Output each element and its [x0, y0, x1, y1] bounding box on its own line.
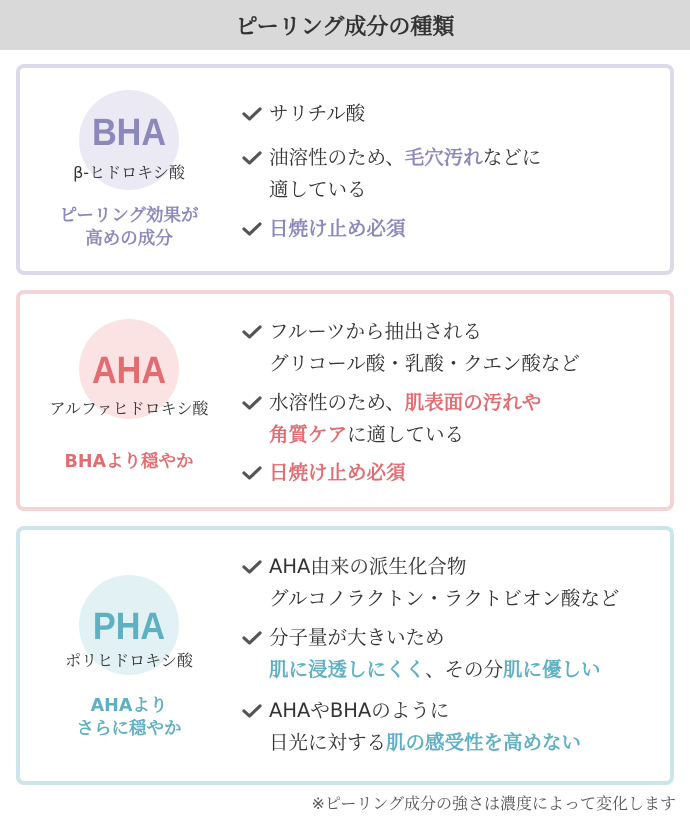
- bha-item-1: サリチル酸: [242, 98, 662, 130]
- aha-card: [16, 290, 674, 511]
- pha-feature: [20, 695, 238, 741]
- check-icon: [242, 559, 262, 575]
- check-icon: [242, 150, 262, 166]
- aha-feature: BHAより穏やか: [64, 452, 194, 472]
- pha-card: [16, 526, 674, 785]
- check-icon: [242, 630, 262, 646]
- pha-feature-line2: さらに穏やか: [76, 719, 182, 739]
- pha-item-1: AHA由来の派生化合物 グルコノラクトン・ラクトビオン酸など: [242, 551, 662, 615]
- footnote: ※ピーリング成分の強さは濃度によって変化します: [311, 794, 676, 813]
- pha-item-3: AHAやBHAのように 日光に対する肌の感受性を高めない: [242, 695, 662, 759]
- aha-chemical-name: アルファヒドロキシ酸: [49, 399, 209, 418]
- bha-feature-line2: 高めの成分: [85, 229, 173, 249]
- check-icon: [242, 324, 262, 340]
- pha-chemical-name: ポリヒドロキシ酸: [65, 651, 193, 670]
- bha-abbreviation: BHA: [91, 112, 167, 154]
- check-icon: [242, 106, 262, 122]
- bha-item-2: 油溶性のため、毛穴汚れなどに 適している: [242, 142, 662, 206]
- bha-feature-line1: ピーリング効果が: [59, 206, 199, 226]
- aha-summary: [20, 294, 238, 507]
- aha-item-3: 日焼け止め必須: [242, 457, 662, 489]
- bha-summary: [20, 68, 238, 271]
- aha-item-1: フルーツから抽出される グリコール酸・乳酸・クエン酸など: [242, 316, 662, 380]
- check-icon: [242, 465, 262, 481]
- check-icon: [242, 395, 262, 411]
- check-icon: [242, 703, 262, 719]
- page-title: ピーリング成分の種類: [0, 0, 690, 50]
- aha-item-2: 水溶性のため、肌表面の汚れや 角質ケアに適している: [242, 387, 662, 451]
- pha-summary: [20, 530, 238, 781]
- bha-card: [16, 64, 674, 275]
- pha-abbreviation: PHA: [92, 606, 166, 648]
- aha-abbreviation: AHA: [91, 350, 167, 392]
- check-icon: [242, 221, 262, 237]
- bha-item-3: 日焼け止め必須: [242, 213, 662, 245]
- pha-item-2: 分子量が大きいため 肌に浸透しにくく、その分肌に優しい: [242, 622, 662, 686]
- bha-feature: [20, 205, 238, 251]
- pha-feature-line1: AHAより: [90, 696, 168, 716]
- bha-chemical-name: β-ヒドロキシ酸: [73, 163, 185, 182]
